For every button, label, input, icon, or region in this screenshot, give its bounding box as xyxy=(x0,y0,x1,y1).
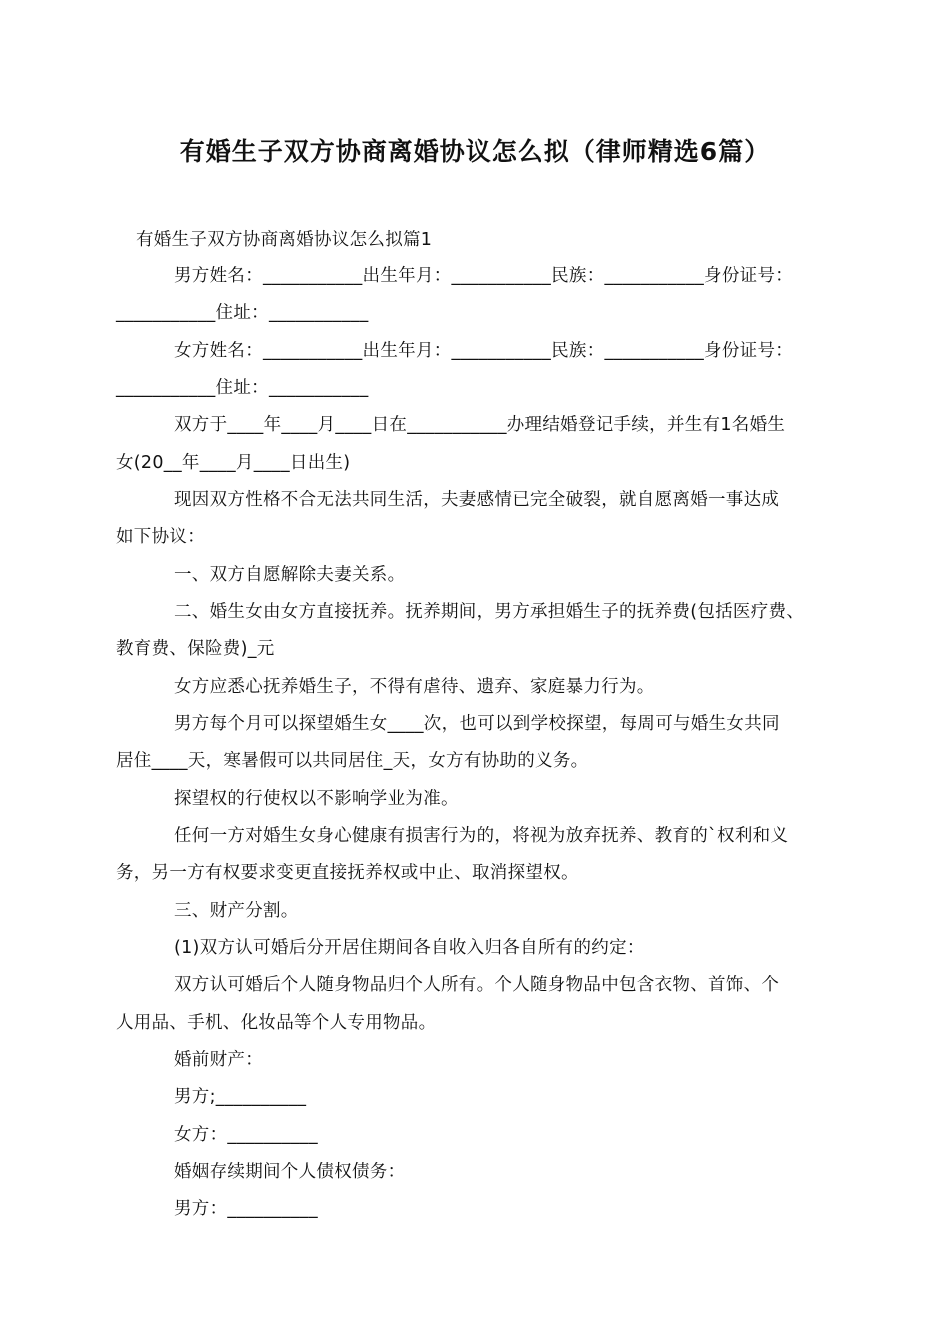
paragraph-line: 男方：__________ xyxy=(174,1199,318,1219)
paragraph-line: 如下协议： xyxy=(116,527,205,547)
paragraph-line: 女(20__年____月____日出生) xyxy=(116,453,351,473)
paragraph-line: 居住____天，寒暑假可以共同居住_天，女方有协助的义务。 xyxy=(116,751,589,771)
paragraph-line: 人用品、手机、化妆品等个人专用物品。 xyxy=(116,1013,437,1033)
paragraph-line: 双方认可婚后个人随身物品归个人所有。个人随身物品中包含衣物、首饰、个 xyxy=(174,975,780,995)
paragraph-line: 任何一方对婚生女身心健康有损害行为的，将视为放弃抚养、教育的`权利和义 xyxy=(174,826,789,846)
document-title: 有婚生子双方协商离婚协议怎么拟（律师精选6篇） xyxy=(179,137,771,166)
paragraph-line: 探望权的行使权以不影响学业为准。 xyxy=(174,789,459,809)
paragraph-line: 现因双方性格不合无法共同生活，夫妻感情已完全破裂，就自愿离婚一事达成 xyxy=(174,490,780,510)
paragraph-line: ___________住址：___________ xyxy=(116,378,369,398)
paragraph-line: 一、双方自愿解除夫妻关系。 xyxy=(174,565,406,585)
paragraph-line: 女方姓名：___________出生年月：___________民族：___________身份证号： xyxy=(174,341,794,361)
paragraph-line: 双方于____年____月____日在___________办理结婚登记手续，并生有1名婚生 xyxy=(174,415,786,435)
paragraph-line: 婚前财产： xyxy=(174,1050,263,1070)
paragraph-line: (1)双方认可婚后分开居住期间各自收入归各自所有的约定： xyxy=(174,938,645,958)
paragraph-line: 女方：__________ xyxy=(174,1125,318,1145)
paragraph-line: 婚姻存续期间个人债权债务： xyxy=(174,1162,406,1182)
paragraph-line: 三、财产分割。 xyxy=(174,901,299,921)
paragraph-line: 男方;__________ xyxy=(174,1087,307,1107)
section-heading: 有婚生子双方协商离婚协议怎么拟篇1 xyxy=(136,230,433,250)
paragraph-line: 二、婚生女由女方直接抚养。抚养期间，男方承担婚生子的抚养费(包括医疗费、 xyxy=(174,602,805,622)
paragraph-line: 男方每个月可以探望婚生女____次，也可以到学校探望，每周可与婚生女共同 xyxy=(174,714,780,734)
paragraph-line: ___________住址：___________ xyxy=(116,303,369,323)
paragraph-line: 男方姓名：___________出生年月：___________民族：___________身份证号： xyxy=(174,266,794,286)
paragraph-line: 教育费、保险费)_元 xyxy=(116,639,275,659)
paragraph-line: 女方应悉心抚养婚生子，不得有虐待、遗弃、家庭暴力行为。 xyxy=(174,677,655,697)
paragraph-line: 务，另一方有权要求变更直接抚养权或中止、取消探望权。 xyxy=(116,863,579,883)
